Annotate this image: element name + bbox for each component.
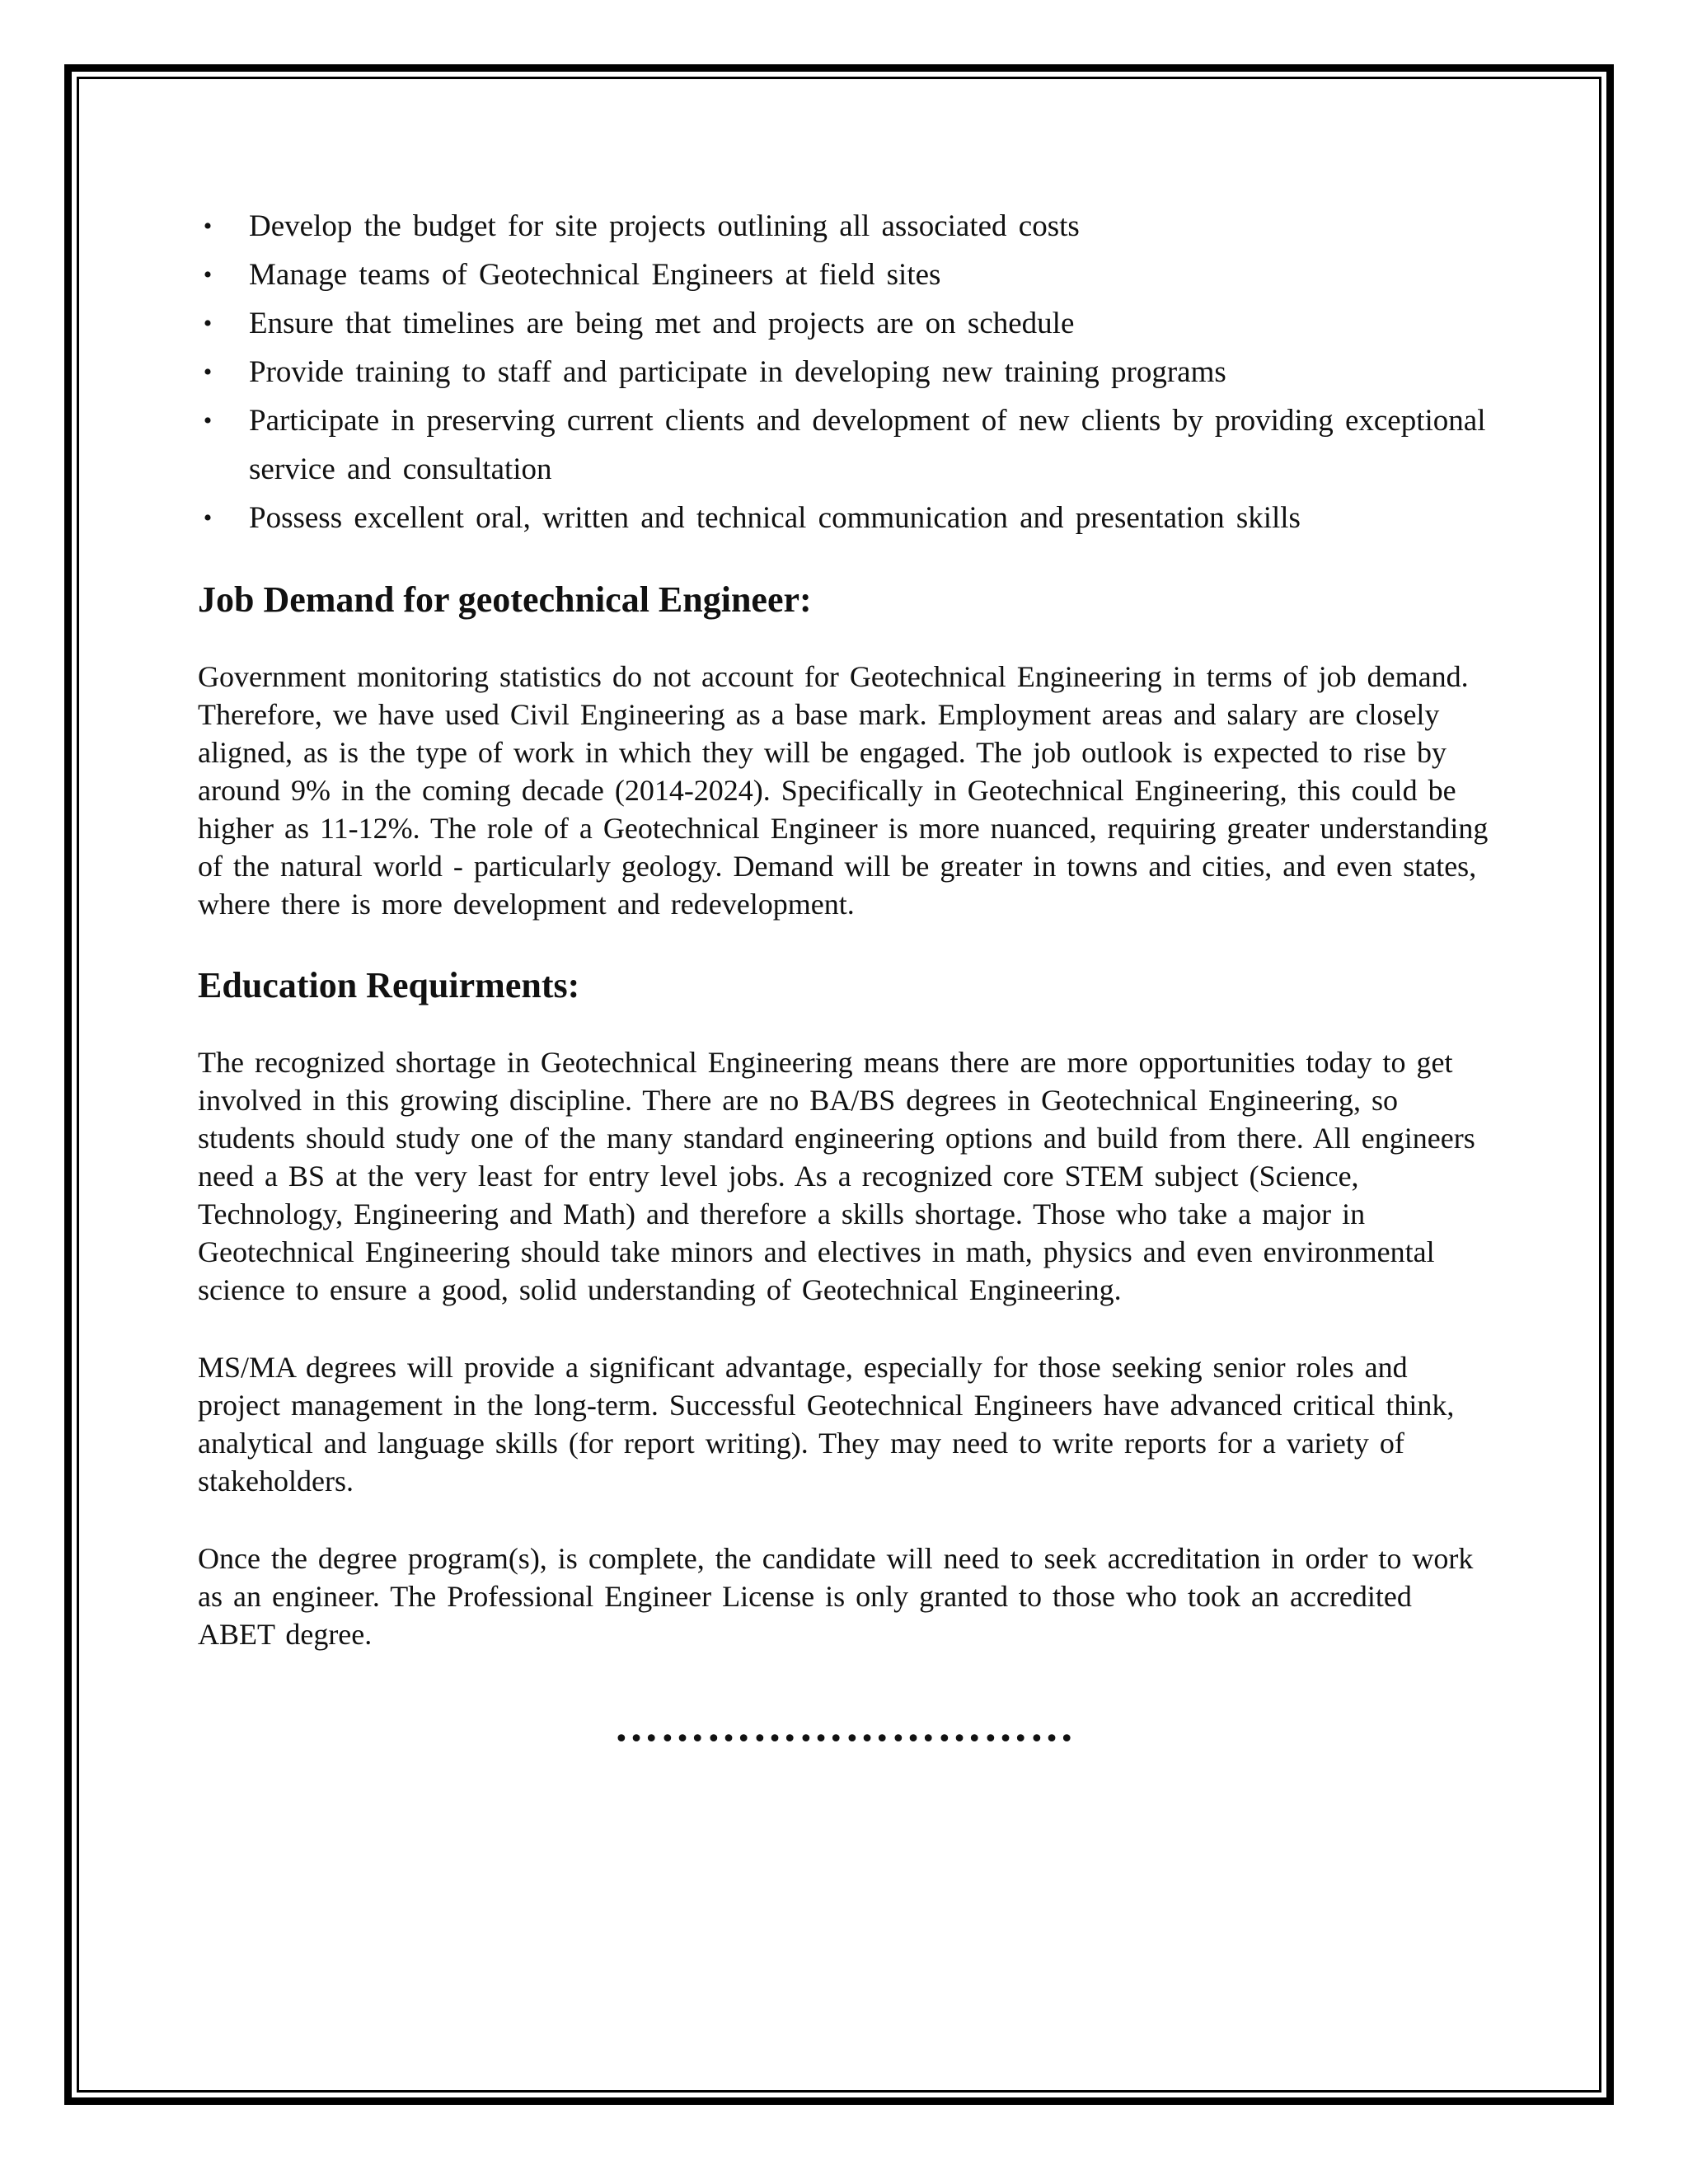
list-item [198,299,1492,348]
education-paragraph-2: MS/MA degrees will provide a significant advantage, especially for those seeking senior roles and project management in the long-term. Successful Geotechnical Engineers have advanced critical think, analytical and language skills (for report writing). They may need to write reports for a variety of stakeholders. [198,1351,1455,1497]
end-of-section-dots: ………………………… [614,1701,1076,1750]
list-item-text: Manage teams of Geotechnical Engineers at field sites [249,258,941,292]
bullet-icon: • [203,407,213,434]
list-item [198,348,1492,396]
list-item [198,494,1492,542]
bullet-icon: • [203,359,213,386]
list-item [198,396,1492,494]
list-item-text: Provide training to staff and participate in developing new training programs [249,355,1226,389]
page-content [198,202,1492,1750]
list-item [198,202,1492,251]
responsibilities-list [198,202,1492,542]
list-item-text: Develop the budget for site projects outlining all associated costs [249,209,1080,243]
list-item-text: Possess excellent oral, written and technical communication and presentation skills [249,501,1301,535]
list-item-text: Ensure that timelines are being met and projects are on schedule [249,307,1075,340]
education-requirements-heading: Education Requirments: [198,965,580,1005]
education-paragraph-1: The recognized shortage in Geotechnical Engineering means there are more opportunities today to get involved in this growing discipline. There are no BA/BS degrees in Geotechnical Engineering, so students should study one of the many standard engineering options and build from there. All engineers need a BS at the very least for entry level jobs. As a recognized core STEM subject (Science, Technology, Engineering and Math) and therefore a skills shortage. Those who take a major in Geotechnical Engineering should take minors and electives in math, physics and even environmental science to ensure a good, solid understanding of Geotechnical Engineering. [198,1046,1475,1306]
bullet-icon: • [203,213,213,240]
list-item [198,251,1492,299]
job-demand-heading: Job Demand for geotechnical Engineer: [198,579,812,620]
bullet-icon: • [203,504,213,532]
education-paragraph-3: Once the degree program(s), is complete, the candidate will need to seek accreditation in order to work as an engineer. The Professional Engineer License is only granted to those who took an accredited ABET degree. [198,1542,1474,1651]
job-demand-paragraph: Government monitoring statistics do not account for Geotechnical Engineering in terms of job demand. Therefore, we have used Civil Engineering as a base mark. Employment areas and salary are closely aligned, as is the type of work in which they will be engaged. The job outlook is expected to rise by around 9% in the coming decade (2014-2024). Specifically in Geotechnical Engineering, this could be higher as 11-12%. The role of a Geotechnical Engineer is more nuanced, requiring greater understanding of the natural world - particularly geology. Demand will be greater in towns and cities, and even states, where there is more development and redevelopment. [198,660,1489,921]
list-item-text: Participate in preserving current clients and development of new clients by providing exceptional service and consultation [249,404,1486,486]
bullet-icon: • [203,310,213,337]
bullet-icon: • [203,261,213,288]
